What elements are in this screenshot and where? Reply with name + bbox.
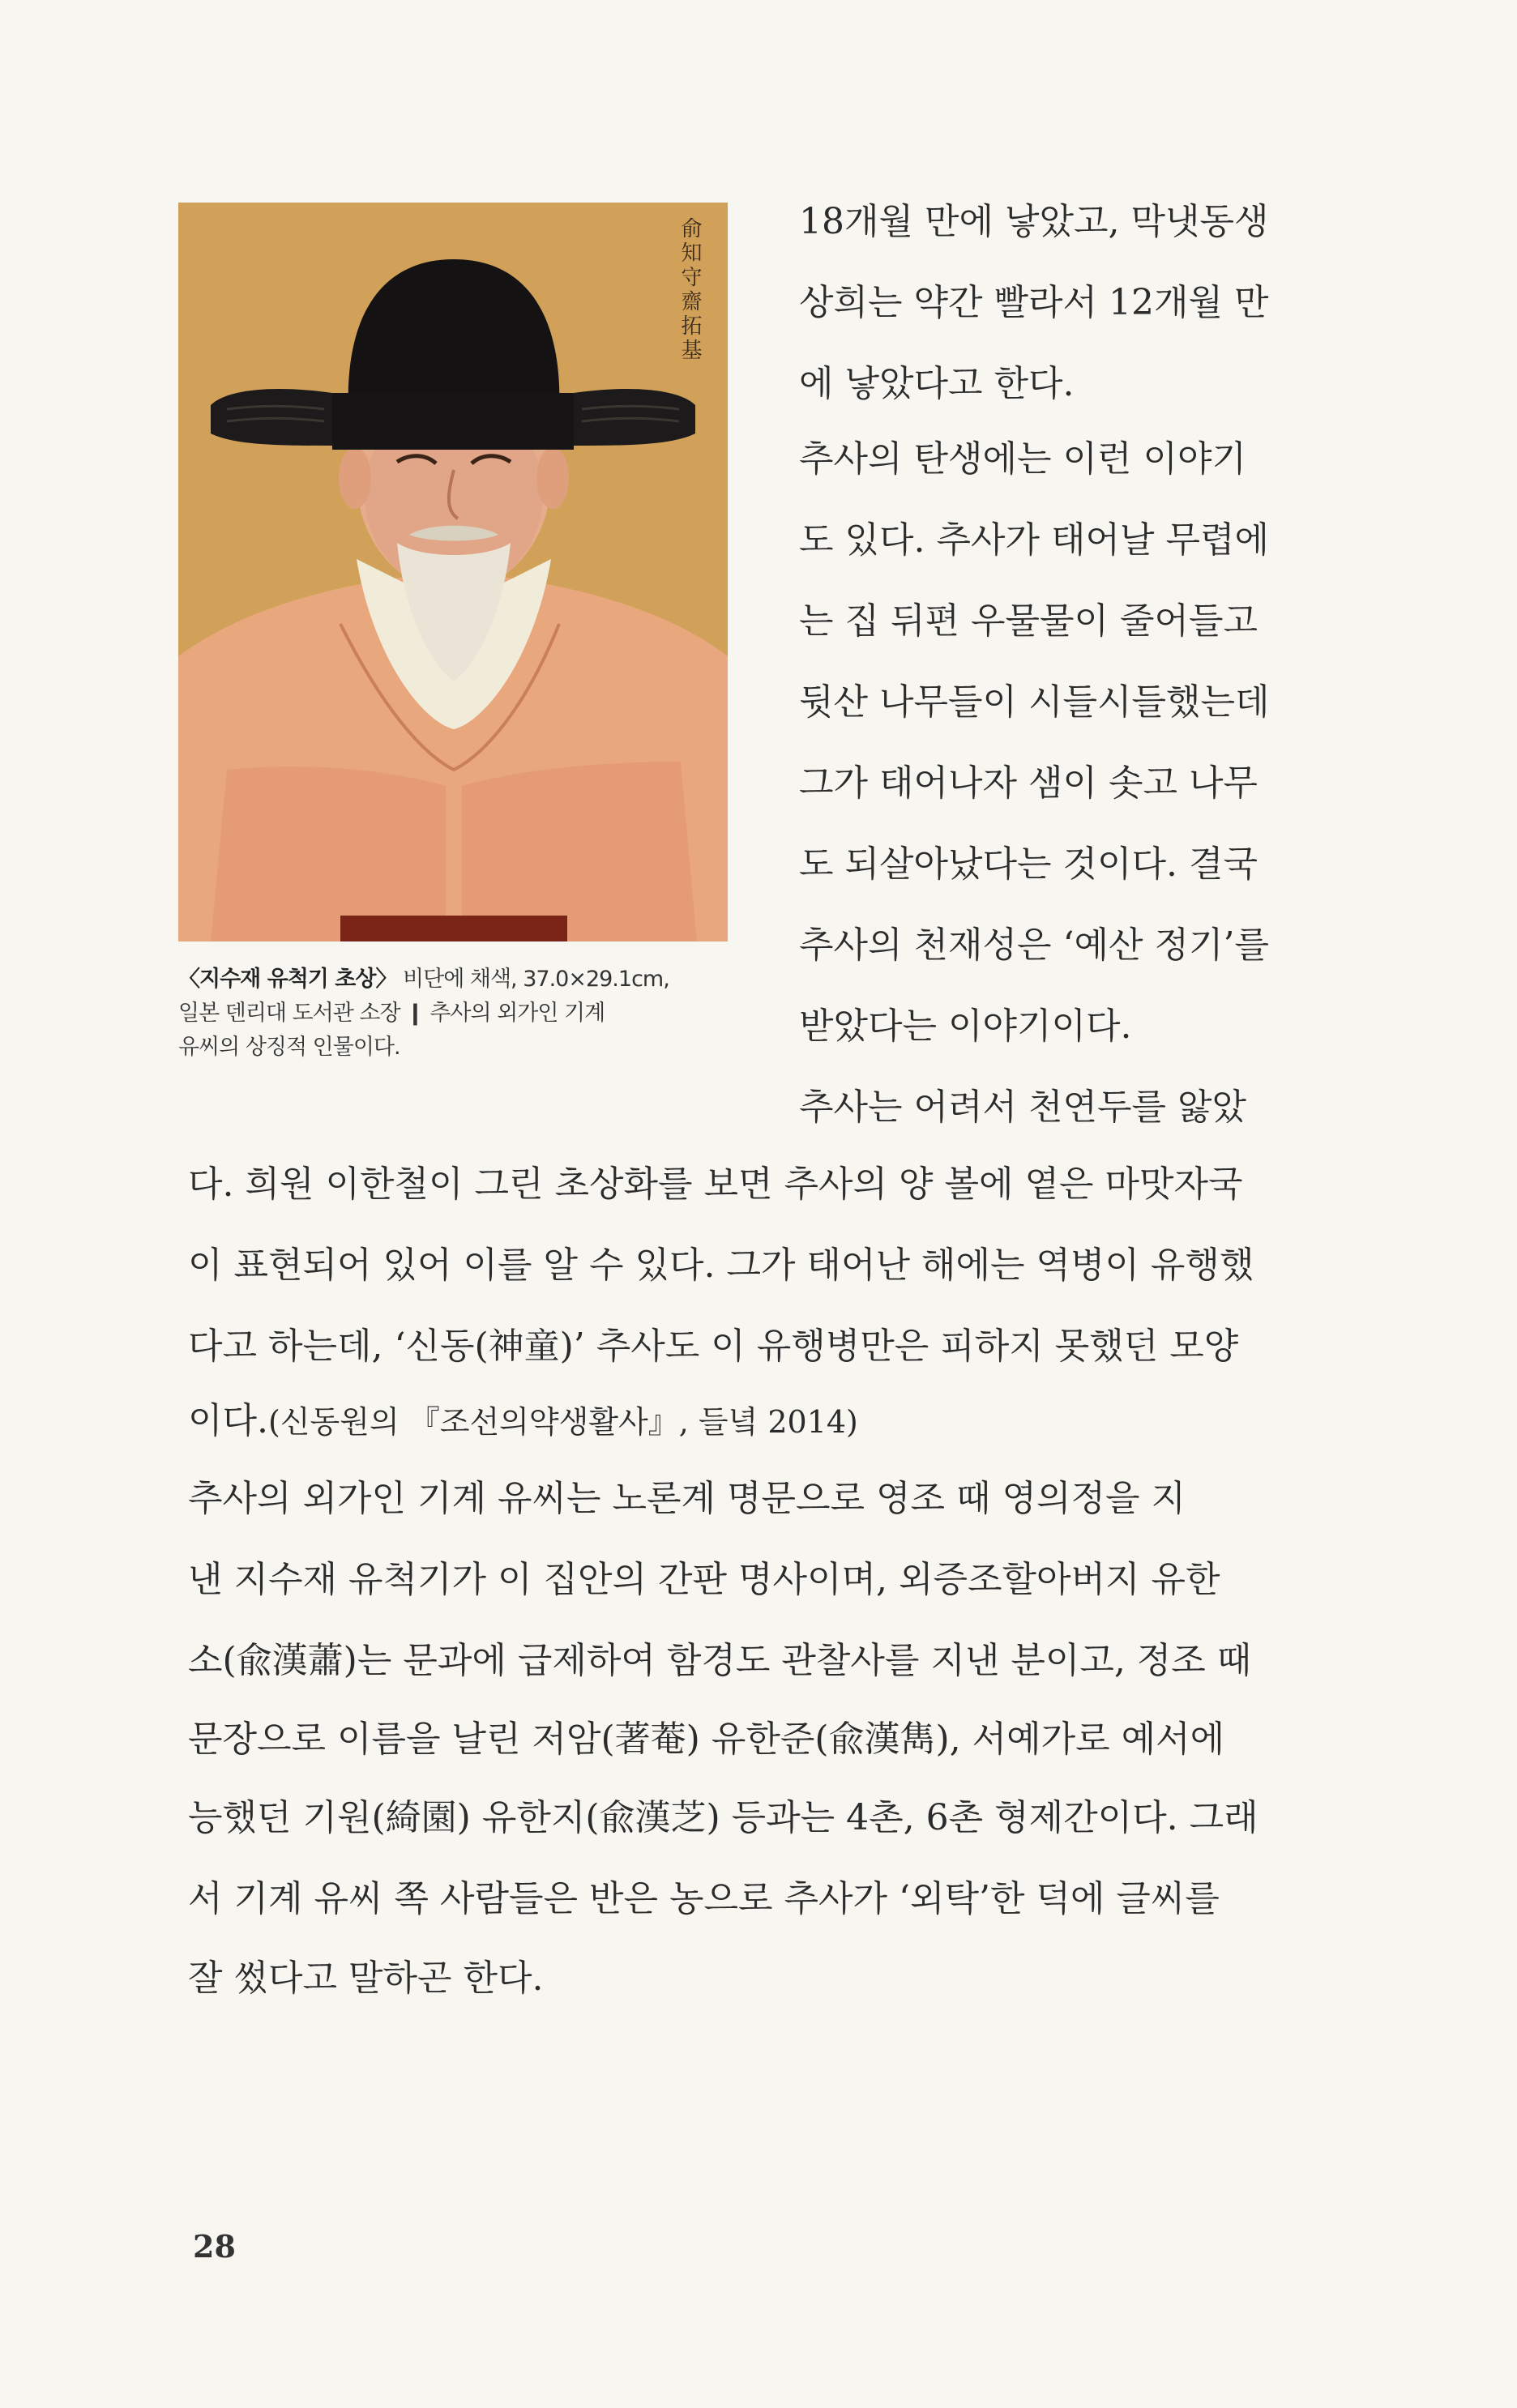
column-line: 뒷산 나무들이 시들시들했는데 bbox=[799, 681, 1270, 723]
column-line: 18개월 만에 낳았고, 막냇동생 bbox=[799, 201, 1269, 242]
body-line: 능했던 기원(綺園) 유한지(兪漢芝) 등과는 4촌, 6촌 형제간이다. 그래 bbox=[188, 1797, 1258, 1838]
body-line: 서 기계 유씨 쪽 사람들은 반은 농으로 추사가 ‘외탁’한 덕에 글씨를 bbox=[188, 1878, 1220, 1919]
body-line: 이 표현되어 있어 이를 알 수 있다. 그가 태어난 해에는 역병이 유행했 bbox=[188, 1245, 1254, 1286]
body-line: 다고 하는데, ‘신동(神童)’ 추사도 이 유행병만은 피하지 못했던 모양 bbox=[188, 1326, 1239, 1367]
body-line: 소(兪漢蕭)는 문과에 급제하여 함경도 관찰사를 지낸 분이고, 정조 때 bbox=[188, 1640, 1252, 1681]
caption-meta: 비단에 채색, 37.0×29.1cm, bbox=[396, 967, 669, 992]
body-line: 추사의 외가인 기계 유씨는 노론계 명문으로 영조 때 영의정을 지 bbox=[188, 1478, 1186, 1519]
caption-line-2: 일본 덴리대 도서관 소장 ❙ 추사의 외가인 기계 bbox=[178, 1001, 605, 1026]
body-line-text: 이다. bbox=[188, 1400, 268, 1441]
column-line: 도 되살아났다는 것이다. 결국 bbox=[799, 843, 1258, 885]
caption-line-3: 유씨의 상징적 인물이다. bbox=[178, 1035, 400, 1060]
column-line: 추사의 천재성은 ‘예산 정기’를 bbox=[799, 924, 1269, 966]
portrait-illustration bbox=[178, 203, 728, 941]
column-line: 받았다는 이야기이다. bbox=[799, 1005, 1132, 1047]
caption-title: 〈지수재 유척기 초상〉 bbox=[178, 967, 397, 992]
body-line: 문장으로 이름을 날린 저암(著菴) 유한준(兪漢雋), 서예가로 예서에 bbox=[188, 1718, 1225, 1760]
citation: (신동원의 『조선의약생활사』, 들녘 2014) bbox=[268, 1404, 858, 1440]
body-line bbox=[188, 1397, 858, 1446]
column-line: 추사는 어려서 천연두를 앓았 bbox=[799, 1087, 1247, 1128]
body-line: 잘 썼다고 말하곤 한다. bbox=[188, 1958, 544, 1999]
column-line: 그가 태어나자 샘이 솟고 나무 bbox=[799, 762, 1258, 804]
page-number: 28 bbox=[193, 2228, 236, 2265]
portrait-figure bbox=[178, 203, 728, 941]
column-line: 상희는 약간 빨라서 12개월 만 bbox=[799, 282, 1269, 323]
column-line: 는 집 뒤편 우물물이 줄어들고 bbox=[799, 600, 1258, 642]
portrait-inscription: 俞知守齋拓基 bbox=[677, 217, 702, 363]
figure-caption bbox=[178, 963, 746, 1065]
column-line: 도 있다. 추사가 태어날 무렵에 bbox=[799, 519, 1269, 561]
body-line: 다. 희원 이한철이 그린 초상화를 보면 추사의 양 볼에 옅은 마맛자국 bbox=[188, 1163, 1243, 1205]
body-line: 낸 지수재 유척기가 이 집안의 간판 명사이며, 외증조할아버지 유한 bbox=[188, 1559, 1220, 1600]
column-line: 추사의 탄생에는 이런 이야기 bbox=[799, 438, 1247, 480]
caption-line-1 bbox=[178, 963, 746, 997]
column-line: 에 낳았다고 한다. bbox=[799, 363, 1075, 404]
